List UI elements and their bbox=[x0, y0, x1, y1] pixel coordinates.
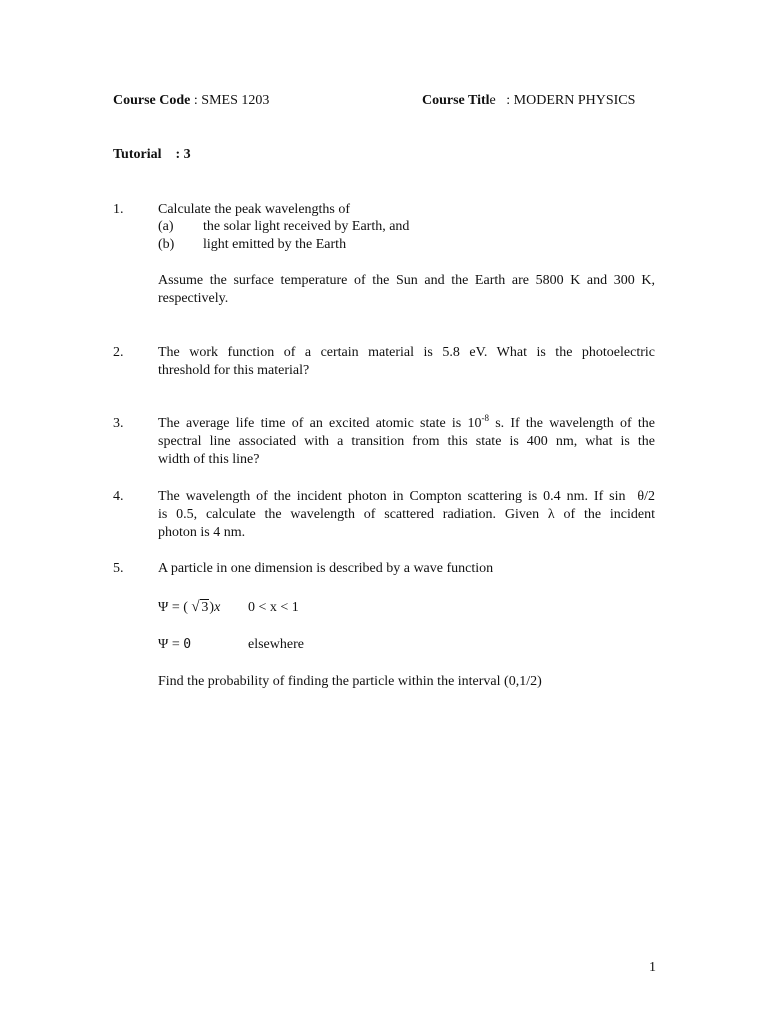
question-3-line-2: spectral line associated with a transition from this state is 400 nm, what is the bbox=[158, 434, 655, 449]
question-3-number: 3. bbox=[113, 416, 124, 431]
question-1b-label: (b) bbox=[158, 237, 175, 252]
psi-1-lhs: Ψ = ( bbox=[158, 600, 188, 615]
psi-2-lhs: Ψ = bbox=[158, 637, 184, 652]
question-3-line-1-post: s. If the wavelength of the bbox=[488, 416, 655, 431]
course-title-label: Course Titl bbox=[422, 93, 490, 108]
question-5-intro: A particle in one dimension is described by a wave function bbox=[158, 561, 494, 576]
wave-function-equation-2 bbox=[158, 636, 191, 654]
question-2-text bbox=[158, 344, 655, 380]
tutorial-label: Tutorial bbox=[113, 147, 162, 162]
course-title bbox=[422, 92, 635, 110]
question-2-line-2: threshold for this material? bbox=[158, 363, 310, 378]
course-code bbox=[113, 92, 269, 110]
question-4-line-2-pre: is 0.5, calculate the wavelength of scattered radiation. Given bbox=[158, 507, 540, 522]
question-5-find: Find the probability of finding the particle within the interval (0,1/2) bbox=[158, 674, 542, 689]
question-1-number: 1. bbox=[113, 202, 124, 217]
theta-half: θ/2 bbox=[637, 489, 655, 504]
question-1-assumption bbox=[158, 272, 655, 308]
question-4-line-1-pre: The wavelength of the incident photon in Compton scattering is 0.4 nm. If sin bbox=[158, 489, 626, 504]
question-4-line-1 bbox=[158, 488, 655, 506]
tutorial-value: : 3 bbox=[175, 147, 191, 162]
psi-2-zero: 0 bbox=[183, 637, 192, 652]
question-3-exponent: -8 bbox=[481, 413, 489, 423]
question-1-intro: Calculate the peak wavelengths of bbox=[158, 202, 351, 217]
course-title-value: : MODERN PHYSICS bbox=[495, 93, 636, 108]
tutorial-heading bbox=[113, 146, 191, 164]
question-1-assumption-line-2: respectively. bbox=[158, 291, 229, 306]
sqrt-symbol: √ 3 bbox=[191, 599, 209, 615]
lambda-symbol: λ bbox=[547, 507, 555, 522]
question-4-number: 4. bbox=[113, 489, 124, 504]
psi-2-domain: elsewhere bbox=[248, 637, 304, 652]
psi-1-variable: x bbox=[214, 600, 221, 615]
question-3-line-1 bbox=[158, 415, 655, 433]
question-4-text bbox=[158, 488, 655, 542]
question-1b-text: light emitted by the Earth bbox=[203, 237, 347, 252]
question-3-line-3: width of this line? bbox=[158, 452, 260, 467]
psi-1-domain: 0 < x < 1 bbox=[248, 600, 299, 615]
wave-function-equation-1 bbox=[158, 599, 220, 617]
question-1-assumption-line-1: Assume the surface temperature of the Sun and the Earth are 5800 K and 300 K, bbox=[158, 273, 655, 288]
question-2-line-1: The work function of a certain material is 5.8 eV. What is the photoelectric bbox=[158, 345, 655, 360]
question-3-line-1-pre: The average life time of an excited atomic state is 10 bbox=[158, 416, 482, 431]
question-1a-label: (a) bbox=[158, 219, 174, 234]
question-3-text bbox=[158, 415, 655, 469]
course-code-value: : SMES 1203 bbox=[190, 93, 270, 108]
question-4-line-2-post: of the incident bbox=[563, 507, 656, 522]
page-number: 1 bbox=[649, 960, 656, 975]
question-1a-text: the solar light received by Earth, and bbox=[203, 219, 410, 234]
psi-1-close: ) bbox=[209, 600, 215, 615]
question-4-line-3: photon is 4 nm. bbox=[158, 525, 246, 540]
question-5-number: 5. bbox=[113, 561, 124, 576]
course-code-label: Course Code bbox=[113, 93, 191, 108]
question-4-line-2 bbox=[158, 506, 655, 524]
sqrt-radicand: 3 bbox=[201, 600, 209, 615]
course-title-label-tail: e bbox=[489, 93, 496, 108]
question-2-number: 2. bbox=[113, 345, 124, 360]
